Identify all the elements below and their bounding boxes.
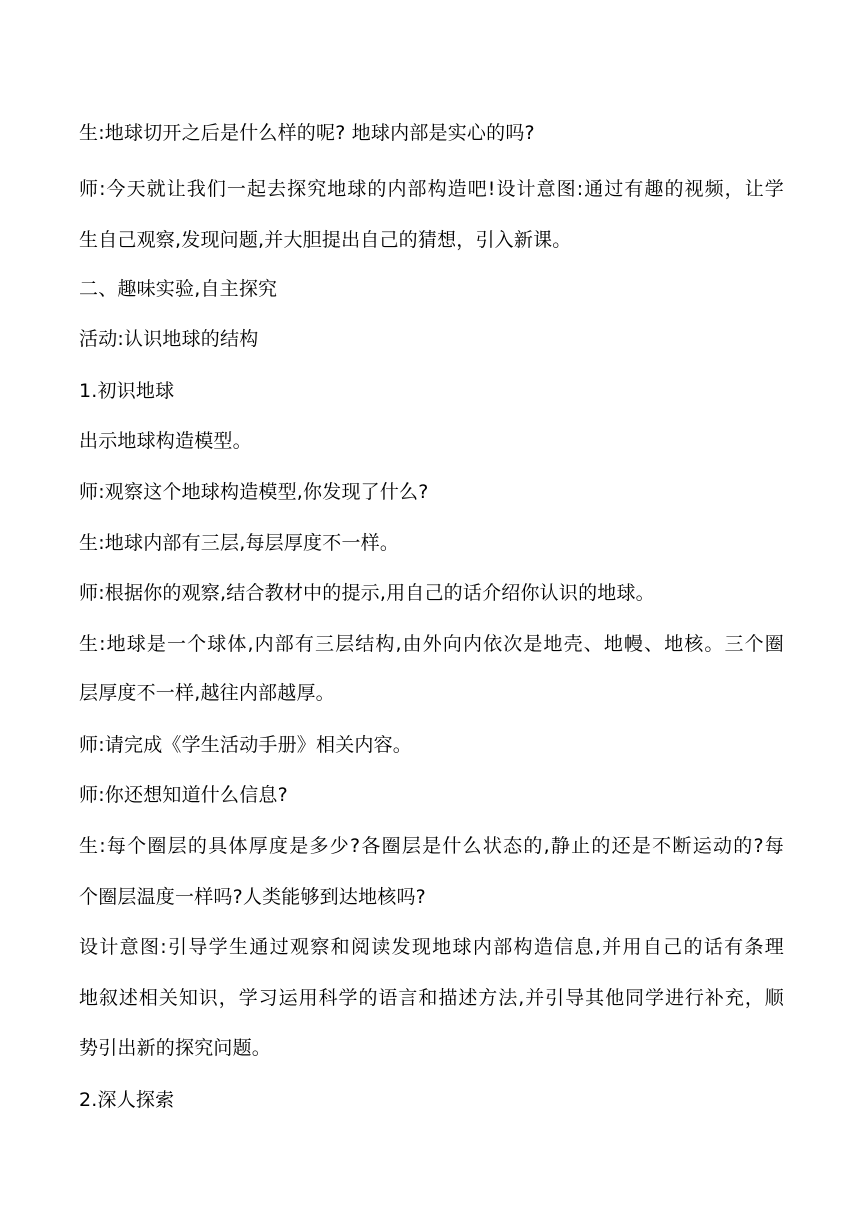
subsection-heading: 1.初识地球 <box>79 380 175 402</box>
text-line: 生:地球切开之后是什么样的呢? 地球内部是实心的吗? <box>79 122 535 144</box>
text-line: 师:请完成《学生活动手册》相关内容。 <box>79 734 413 756</box>
text-line: 生:地球是一个球体,内部有三层结构,由外向内依次是地壳、地幔、地核。三个圈 <box>79 633 784 655</box>
text-line: 设计意图:引导学生通过观察和阅读发现地球内部构造信息,并用自己的话有条理 <box>79 936 784 958</box>
text-line: 地叙述相关知识，学习运用科学的语言和描述方法,并引导其他同学进行补充，顺 <box>79 987 784 1009</box>
text-line: 师:根据你的观察,结合教材中的提示,用自己的话介绍你认识的地球。 <box>79 582 655 604</box>
text-line: 师:观察这个地球构造模型,你发现了什么? <box>79 481 429 503</box>
text-line: 师:今天就让我们一起去探究地球的内部构造吧!设计意图:通过有趣的视频，让学 <box>79 178 784 200</box>
text-line: 生:每个圈层的具体厚度是多少?各圈层是什么状态的,静止的还是不断运动的?每 <box>79 835 784 857</box>
text-line: 个圈层温度一样吗?人类能够到达地核吗? <box>79 886 426 908</box>
text-line: 生自己观察,发现问题,并大胆提出自己的猜想，引入新课。 <box>79 229 572 251</box>
text-line: 生:地球内部有三层,每层厚度不一样。 <box>79 532 400 554</box>
activity-heading: 活动:认识地球的结构 <box>79 328 259 350</box>
subsection-heading: 2.深人探索 <box>79 1089 175 1111</box>
text-line: 势引出新的探究问题。 <box>79 1037 272 1059</box>
text-line: 师:你还想知道什么信息? <box>79 784 288 806</box>
text-line: 出示地球构造模型。 <box>79 430 252 452</box>
text-line: 层厚度不一样,越往内部越厚。 <box>79 682 335 704</box>
section-heading: 二、趣味实验,自主探究 <box>79 278 278 300</box>
